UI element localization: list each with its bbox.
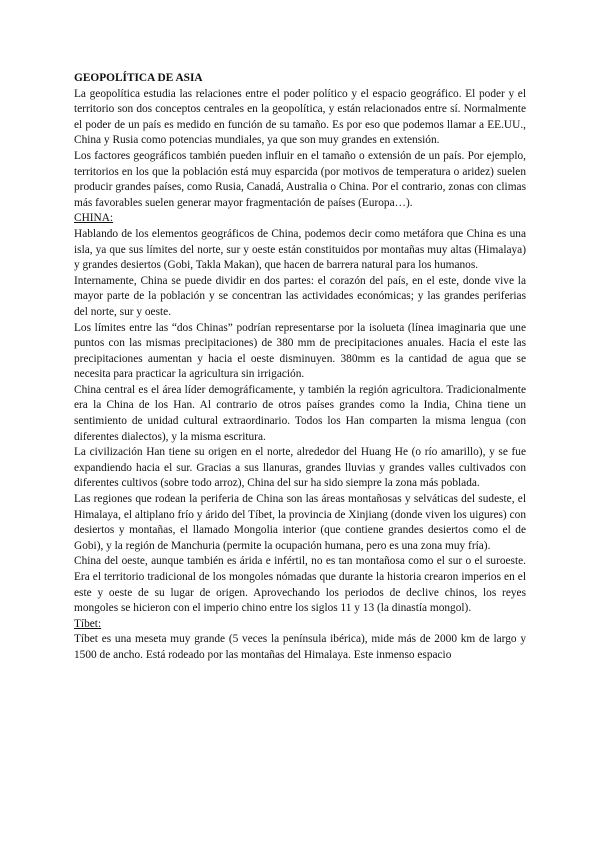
paragraph: Tíbet es una meseta muy grande (5 veces la península ibérica), mide más de 2000 km de largo y 1500 de ancho. Está rodeado por las montañas del Himalaya. Este inmenso espacio xyxy=(74,633,526,661)
paragraph: La geopolítica estudia las relaciones entre el poder político y el espacio geográfico. El poder y el territorio son dos conceptos centrales en la geopolítica, y están relacionados entre sí. Normalmente el poder de un país es medido en función de su tamaño. Es por eso que podemos llamar a EE.UU., China y Rusia como potencias mundiales, ya que son muy grandes en extensión. xyxy=(74,87,526,147)
document-title: GEOPOLÍTICA DE ASIA xyxy=(74,72,203,84)
paragraph: Hablando de los elementos geográficos de China, podemos decir como metáfora que China es una isla, ya que sus límites del norte, sur y oeste están constituidos por montañas muy altas (Himalaya) y grandes desiertos (Gobi, Takla Makan), que hacen de barrera natural para los humanos. xyxy=(74,227,526,272)
paragraph: China del oeste, aunque también es árida e infértil, no es tan montañosa como el sur o el suroeste. Era el territorio tradicional de los mongoles nómadas que durante la historia crearon imperios en el este y oeste de su lugar de origen. Aprovechando los periodos de declive chinos, los reyes mongoles se hicieron con el imperio chino entre los siglos 11 y 13 (la dinastía mongol). xyxy=(74,555,526,615)
paragraph: Los límites entre las “dos Chinas” podrían representarse por la isolueta (línea imaginaria que une puntos con las mismas precipitaciones) de 380 mm de precipitaciones anuales. Hacia el este las precipitaciones aumentan y hacia el oeste disminuyen. 380mm es la cantidad de agua que se necesita para practicar la agricultura sin irrigación. xyxy=(74,321,526,381)
section-heading-china: CHINA: xyxy=(74,212,114,225)
paragraph: La civilización Han tiene su origen en el norte, alrededor del Huang He (o río amarillo), y se fue expandiendo hacia el sur. Gracias a sus llanuras, grandes lluvias y grandes valles cultivados con diferentes cultivos (sobre todo arroz), China del sur ha sido siempre la zona más poblada. xyxy=(74,446,526,490)
paragraph: Internamente, China se puede dividir en dos partes: el corazón del país, en el este, donde vive la mayor parte de la población y se concentran las actividades económicas; y las grandes periferias del norte, sur y oeste. xyxy=(74,274,526,318)
paragraph: China central es el área líder demográficamente, y también la región agricultora. Tradicionalmente era la China de los Han. Al contrario de otros países grandes como la India, China tiene un sentimiento de unidad cultural extraordinario. Todos los Han comparten la misma lengua (con diferentes dialectos), y la misma escritura. xyxy=(74,383,526,443)
paragraph: Los factores geográficos también pueden influir en el tamaño o extensión de un país. Por ejemplo, territorios en los que la población está muy esparcida (por motivos de temperatura o aridez) suelen producir grandes países, como Rusia, Canadá, Australia o China. Por el contrario, zonas con climas más favorables suelen generar mayor fragmentación de países (Europa…). xyxy=(74,149,526,209)
document-page xyxy=(74,71,526,664)
section-heading-tibet: Tíbet: xyxy=(74,617,102,630)
paragraph: Las regiones que rodean la periferia de China son las áreas montañosas y selváticas del sudeste, el Himalaya, el altiplano frío y árido del Tíbet, la provincia de Xinjiang (donde viven los uigures) con desiertos y montañas, el llamado Mongolia interior (que contiene grandes desiertos como el de Gobi), y la región de Manchuria (permite la ocupación humana, pero es una zona muy fría). xyxy=(74,493,526,552)
